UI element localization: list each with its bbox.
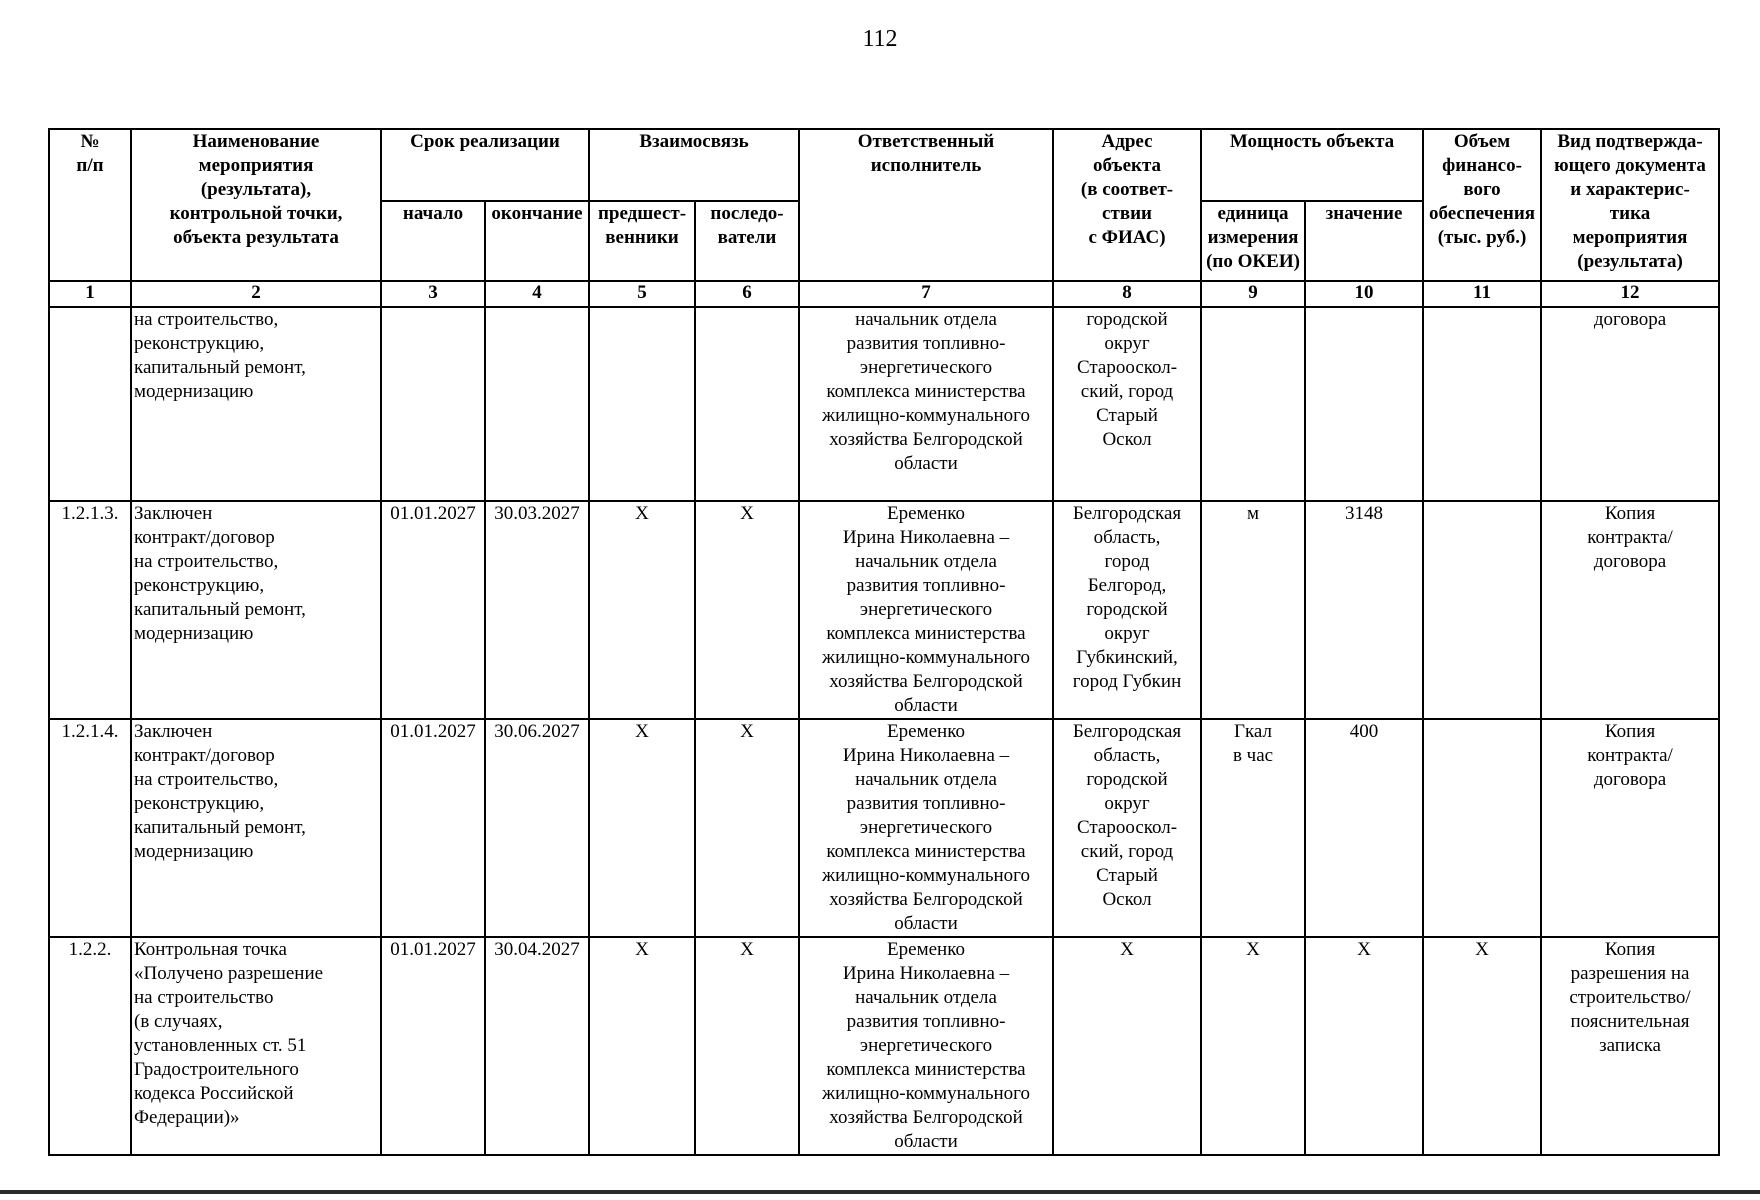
row-name: Заключен контракт/договор на строительство, реконструкцию, капитальный ремонт, модернизацию (131, 501, 381, 719)
row-value: 400 (1305, 719, 1423, 937)
column-number: 9 (1201, 281, 1305, 307)
row-predecessors: X (589, 937, 695, 1155)
header-address: Адрес объекта (в соответ- ствии с ФИАС) (1053, 129, 1201, 281)
row-name: Контрольная точка «Получено разрешение на строительство (в случаях, установленных ст. 51 Градостроительного кодекса Российской Федерации)» (131, 937, 381, 1155)
table-row (49, 719, 1719, 937)
row-address: X (1053, 937, 1201, 1155)
header-responsible: Ответственный исполнитель (799, 129, 1053, 281)
header-capacity-group: Мощность объекта (1201, 129, 1423, 201)
table-body (49, 307, 1719, 1155)
header-capacity-unit: единица измерения (по ОКЕИ) (1201, 201, 1305, 281)
header-term-start: начало (381, 201, 485, 281)
row-successors: X (695, 719, 799, 937)
row-value: X (1305, 937, 1423, 1155)
table-row (49, 307, 1719, 501)
header-link-next: последо- ватели (695, 201, 799, 281)
row-funding: X (1423, 937, 1541, 1155)
column-number-row (49, 281, 1719, 307)
table-header (49, 129, 1719, 307)
header-doc-type: Вид подтвержда- ющего документа и характерис- тика мероприятия (результата) (1541, 129, 1719, 281)
row-address: городской округ Старооскол- ский, город Старый Оскол (1053, 307, 1201, 501)
column-number: 12 (1541, 281, 1719, 307)
row-successors (695, 307, 799, 501)
row-start-date: 01.01.2027 (381, 937, 485, 1155)
row-address: Белгородская область, городской округ Старооскол- ский, город Старый Оскол (1053, 719, 1201, 937)
column-number: 4 (485, 281, 589, 307)
row-end-date: 30.03.2027 (485, 501, 589, 719)
row-unit: м (1201, 501, 1305, 719)
header-term-group: Срок реализации (381, 129, 589, 201)
row-name: на строительство, реконструкцию, капитальный ремонт, модернизацию (131, 307, 381, 501)
row-responsible: Еременко Ирина Николаевна – начальник отдела развития топливно- энергетического комплекса министерства жилищно-коммунального хозяйства Белгородской области (799, 501, 1053, 719)
scan-border-line (0, 1190, 1760, 1194)
row-document: Копия разрешения на строительство/ пояснительная записка (1541, 937, 1719, 1155)
row-successors: X (695, 937, 799, 1155)
row-address: Белгородская область, город Белгород, городской округ Губкинский, город Губкин (1053, 501, 1201, 719)
header-capacity-value: значение (1305, 201, 1423, 281)
row-number (49, 307, 131, 501)
row-funding (1423, 719, 1541, 937)
row-document: договора (1541, 307, 1719, 501)
row-unit: Гкал в час (1201, 719, 1305, 937)
row-predecessors: X (589, 719, 695, 937)
row-number: 1.2.1.4. (49, 719, 131, 937)
header-name: Наименование мероприятия (результата), контрольной точки, объекта результата (131, 129, 381, 281)
row-predecessors (589, 307, 695, 501)
row-responsible: Еременко Ирина Николаевна – начальник отдела развития топливно- энергетического комплекса министерства жилищно-коммунального хозяйства Белгородской области (799, 719, 1053, 937)
header-term-end: окончание (485, 201, 589, 281)
row-end-date (485, 307, 589, 501)
row-name: Заключен контракт/договор на строительство, реконструкцию, капитальный ремонт, модернизацию (131, 719, 381, 937)
header-funding: Объем финансо- вого обеспечения (тыс. руб.) (1423, 129, 1541, 281)
column-number: 1 (49, 281, 131, 307)
row-end-date: 30.04.2027 (485, 937, 589, 1155)
header-link-group: Взаимосвязь (589, 129, 799, 201)
column-number: 10 (1305, 281, 1423, 307)
row-unit: X (1201, 937, 1305, 1155)
row-start-date (381, 307, 485, 501)
row-number: 1.2.2. (49, 937, 131, 1155)
header-link-prev: предшест- венники (589, 201, 695, 281)
column-number: 3 (381, 281, 485, 307)
column-number: 6 (695, 281, 799, 307)
column-number: 11 (1423, 281, 1541, 307)
row-document: Копия контракта/ договора (1541, 501, 1719, 719)
column-number: 5 (589, 281, 695, 307)
column-number: 2 (131, 281, 381, 307)
row-number: 1.2.1.3. (49, 501, 131, 719)
activities-table (48, 128, 1720, 1156)
header-number: № п/п (49, 129, 131, 281)
row-value (1305, 307, 1423, 501)
row-value: 3148 (1305, 501, 1423, 719)
row-responsible: Еременко Ирина Николаевна – начальник отдела развития топливно- энергетического комплекса министерства жилищно-коммунального хозяйства Белгородской области (799, 937, 1053, 1155)
row-unit (1201, 307, 1305, 501)
row-document: Копия контракта/ договора (1541, 719, 1719, 937)
row-start-date: 01.01.2027 (381, 501, 485, 719)
column-number: 8 (1053, 281, 1201, 307)
table-row (49, 501, 1719, 719)
table-row (49, 937, 1719, 1155)
row-responsible: начальник отдела развития топливно- энергетического комплекса министерства жилищно-коммунального хозяйства Белгородской области (799, 307, 1053, 501)
row-end-date: 30.06.2027 (485, 719, 589, 937)
row-funding (1423, 307, 1541, 501)
page-number: 112 (862, 26, 898, 52)
row-successors: X (695, 501, 799, 719)
column-number: 7 (799, 281, 1053, 307)
row-start-date: 01.01.2027 (381, 719, 485, 937)
row-funding (1423, 501, 1541, 719)
row-predecessors: X (589, 501, 695, 719)
